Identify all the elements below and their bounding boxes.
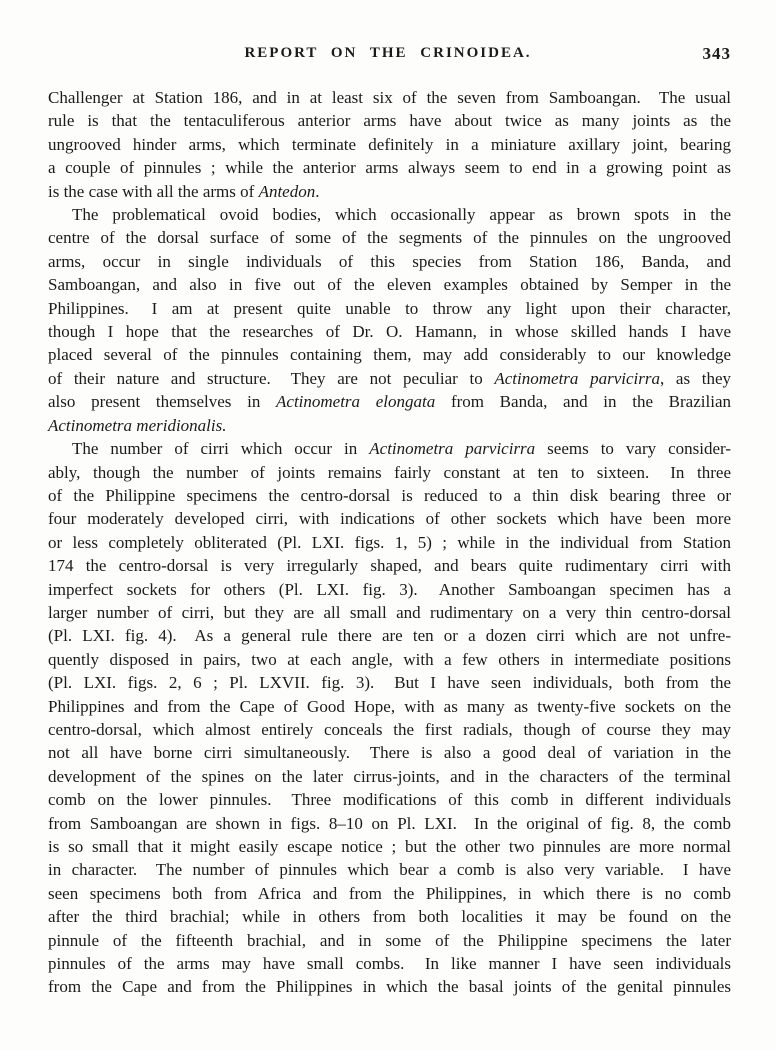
- text-run: rule is that the tentaculiferous anterior arms have about twice as many joints as the: [48, 111, 731, 131]
- text-run: is so small that it might easily escape notice ; but the other two pinnules are more normal: [48, 837, 731, 856]
- text-run: though I hope that the researches of Dr. O. Hamann, in whose skilled hands I have: [48, 322, 731, 342]
- text-line: [48, 507, 731, 530]
- text-run: (Pl. LXI. fig. 4). As a general rule there are ten or a dozen cirri which are not unfre-: [48, 626, 731, 646]
- text-run: centre of the dorsal surface of some of the segments of the pinnules on the ungrooved: [48, 228, 731, 248]
- text-run: larger number of cirri, but they are all small and rudimentary on a very thin centro-dorsal: [48, 602, 731, 622]
- text-run: ably, though the number of joints remains fairly constant at ten to sixteen. In three: [48, 462, 731, 482]
- text-run: .: [315, 181, 320, 201]
- text-line: [48, 484, 731, 507]
- text-run: from Samboangan are shown in figs. 8–10 on Pl. LXI. In the original of fig. 8, the comb: [48, 813, 731, 833]
- text-line: [48, 741, 731, 764]
- text-run: The problematical ovoid bodies, which occasionally appear as brown spots in the: [72, 205, 731, 225]
- text-run: Philippines and from the Cape of Good Hope, with as many as twenty-five sockets on the: [48, 696, 731, 716]
- species-name-italic: Actinometra parvicirra: [494, 368, 660, 388]
- text-run: from the Cape and from the Philippines in which the basal joints of the genital pinnules: [48, 977, 731, 997]
- text-line: [48, 437, 731, 460]
- text-run: pinnules of the arms may have small combs. In like manner I have seen individuals: [48, 954, 731, 974]
- text-line: [48, 250, 731, 273]
- text-run: comb on the lower pinnules. Three modifications of this comb in different individuals: [48, 790, 731, 810]
- text-run: Samboangan, and also in five out of the eleven examples obtained by Semper in the: [48, 275, 731, 295]
- text-run: , as they: [659, 368, 732, 388]
- text-run: imperfect sockets for others (Pl. LXI. fig. 3). Another Samboangan specimen has a: [48, 579, 731, 599]
- paragraph: [48, 437, 731, 999]
- text-run: a couple of pinnules ; while the anterior arms always seem to end in a growing point as: [48, 158, 731, 178]
- running-head: [0, 0, 776, 65]
- text-line: [48, 343, 731, 366]
- text-run: development of the spines on the later cirrus-joints, and in the characters of the terminal: [48, 766, 731, 786]
- text-line: [48, 624, 731, 647]
- text-line: [48, 367, 731, 390]
- text-line: [48, 320, 731, 343]
- text-line: [48, 858, 731, 881]
- text-run: Philippines. I am at present quite unable to throw any light upon their character,: [48, 298, 731, 318]
- text-run: 174 the centro-dorsal is very irregularly shaped, and bears quite rudimentary cirri with: [48, 556, 731, 576]
- text-run: centro-dorsal, which almost entirely conceals the first radials, though of course they may: [48, 719, 731, 739]
- text-run: arms, occur in single individuals of this species from Station 186, Banda, and: [48, 251, 731, 271]
- text-run: quently disposed in pairs, two at each angle, with a few others in intermediate positions: [48, 649, 731, 669]
- text-run: seems to vary consider-: [535, 439, 732, 459]
- text-line: [48, 86, 731, 109]
- text-line: [48, 882, 731, 905]
- paragraph: [48, 86, 731, 203]
- text-line: [48, 226, 731, 249]
- text-line: [48, 109, 731, 132]
- text-line: [48, 812, 731, 835]
- text-run: or less completely obliterated (Pl. LXI. figs. 1, 5) ; while in the individual from Station: [48, 532, 731, 552]
- text-run: placed several of the pinnules containing them, may add considerably to our knowledge: [48, 345, 731, 365]
- text-line: [48, 531, 731, 554]
- text-line: [48, 765, 731, 788]
- text-line: [48, 718, 731, 741]
- text-run: is the case with all the arms of: [48, 181, 259, 201]
- text-line: [48, 554, 731, 577]
- text-run: (Pl. LXI. figs. 2, 6 ; Pl. LXVII. fig. 3). But I have seen individuals, both from the: [48, 673, 731, 693]
- text-line: [48, 180, 731, 203]
- text-line: [48, 905, 731, 928]
- page-body: [48, 86, 731, 999]
- species-name-italic: Actinometra elongata: [276, 392, 436, 412]
- text-run: The number of cirri which occur in: [72, 439, 370, 459]
- text-line: [48, 601, 731, 624]
- text-run: pinnule of the fifteenth brachial, and in some of the Philippine specimens the later: [48, 930, 731, 950]
- text-line: [48, 133, 731, 156]
- text-line: [48, 390, 731, 413]
- page-number: 343: [702, 44, 731, 63]
- text-run: of their nature and structure. They are not peculiar to: [48, 368, 495, 388]
- text-run: from Banda, and in the Brazilian: [435, 392, 731, 412]
- text-line: [48, 297, 731, 320]
- paragraph: [48, 203, 731, 437]
- text-run: not all have borne cirri simultaneously. There is also a good deal of variation in the: [48, 743, 731, 763]
- text-run: after the third brachial; while in others from both localities it may be found on the: [48, 907, 731, 927]
- text-line: [48, 578, 731, 601]
- text-line: [48, 461, 731, 484]
- text-line: [48, 273, 731, 296]
- text-line: [48, 952, 731, 975]
- text-line: [48, 671, 731, 694]
- text-line: [48, 695, 731, 718]
- text-line: [48, 835, 731, 858]
- text-line: [48, 203, 731, 226]
- species-name-italic: Actinometra parvicirra: [369, 439, 536, 459]
- page-title: REPORT ON THE CRINOIDEA.: [244, 45, 532, 61]
- text-run: seen specimens both from Africa and from the Philippines, in which there is no comb: [48, 883, 731, 903]
- text-line: [48, 156, 731, 179]
- text-run: Challenger at Station 186, and in at least six of the seven from Samboangan. The usual: [48, 88, 731, 107]
- species-name-italic: Antedon: [258, 181, 316, 201]
- text-line: [48, 648, 731, 671]
- species-name-italic: Actinometra meridionalis.: [48, 415, 227, 435]
- text-run: also present themselves in: [48, 392, 277, 412]
- text-run: four moderately developed cirri, with indications of other sockets which have been more: [48, 509, 731, 529]
- text-line: [48, 414, 731, 437]
- text-line: [48, 929, 731, 952]
- text-run: of the Philippine specimens the centro-dorsal is reduced to a thin disk bearing three or: [48, 485, 731, 505]
- text-line: [48, 788, 731, 811]
- text-run: in character. The number of pinnules which bear a comb is also very variable. I have: [48, 860, 731, 880]
- text-line: [48, 975, 731, 998]
- text-run: ungrooved hinder arms, which terminate definitely in a miniature axillary joint, bearing: [48, 134, 731, 154]
